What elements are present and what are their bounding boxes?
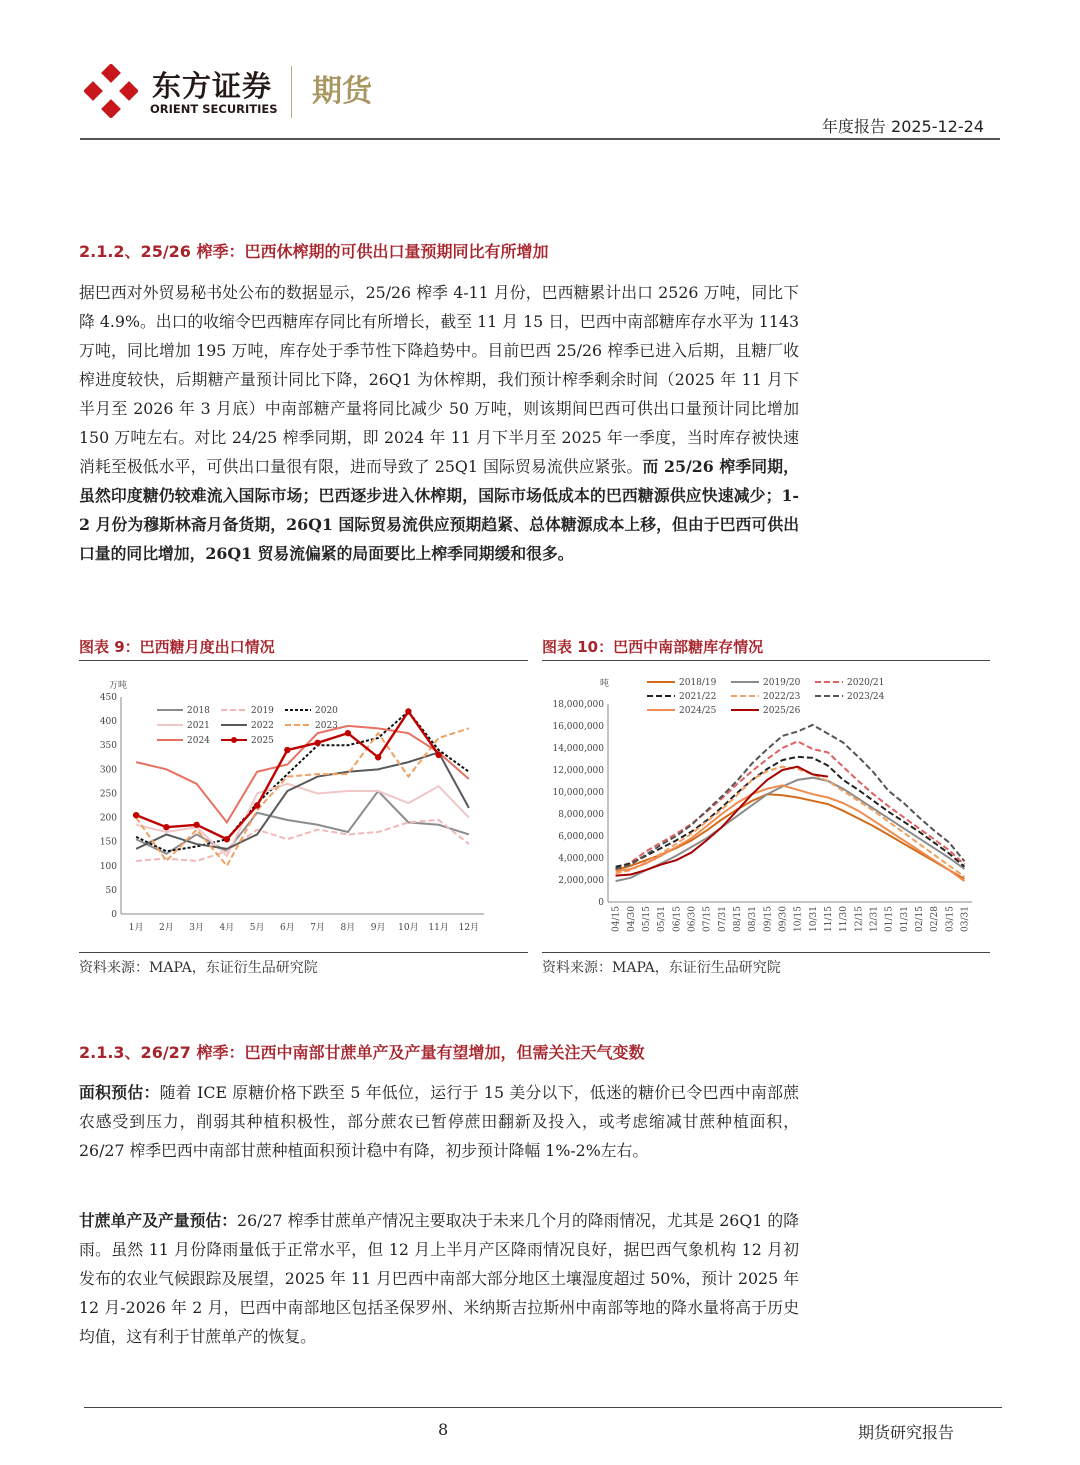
area-estimate-paragraph — [79, 1078, 799, 1165]
legend-label-2025: 2025 — [251, 736, 274, 746]
figure-9-rule — [79, 660, 528, 661]
logo-divider — [291, 66, 292, 118]
x-tick-label: 01/31 — [899, 906, 910, 932]
figure-10-rule — [542, 660, 990, 661]
data-point-2025 — [405, 708, 411, 714]
x-tick-label: 08/31 — [748, 906, 759, 932]
y-tick-label: 250 — [99, 789, 117, 800]
legend-label-2019: 2019 — [251, 706, 274, 716]
figure-10-bottom-rule — [542, 952, 990, 953]
section-2-1-2-paragraph — [79, 278, 799, 568]
series-line-2022 — [136, 752, 469, 848]
legend-label-2020: 2020 — [315, 706, 338, 716]
y-tick-label: 450 — [99, 693, 117, 703]
brazil-monthly-exports-chart — [79, 666, 489, 948]
data-point-2025 — [375, 754, 381, 760]
x-tick-label: 03/31 — [960, 906, 971, 932]
legend-label-2023/24: 2023/24 — [847, 692, 885, 702]
y-tick-label: 12,000,000 — [552, 766, 604, 776]
y-tick-label: 400 — [99, 717, 117, 728]
y-tick-label: 300 — [99, 765, 117, 776]
report-type-date: 年度报告 2025-12-24 — [821, 117, 984, 136]
y-tick-label: 16,000,000 — [552, 722, 604, 732]
x-tick-label: 04/30 — [626, 906, 637, 932]
data-point-2025 — [314, 740, 320, 746]
x-tick-label: 07/15 — [702, 906, 713, 932]
header-rule — [80, 138, 1000, 140]
yield-estimate-label: 甘蔗单产及产量预估： — [79, 1211, 238, 1230]
data-point-2025 — [163, 824, 169, 830]
x-tick-label: 12/15 — [854, 906, 865, 932]
section-heading-2-1-2: 2.1.2、25/26 榨季：巴西休榨期的可供出口量预期同比有所增加 — [79, 242, 549, 261]
x-tick-label: 3月 — [189, 923, 204, 933]
y-tick-label: 0 — [111, 910, 117, 920]
data-point-2025 — [435, 752, 441, 758]
series-line-2021 — [136, 784, 469, 856]
paragraph-bold-text: 而 25/26 榨季同期，虽然印度糖仍较难流入国际市场；巴西逐步进入休榨期，国际市场低成本的巴西糖源供应快速减少；1-2 月份为穆斯林斋月备货期，26Q1 国际贸易流供应预期趋紧、总体糖源成本上移，但由于巴西可供出口量的同比增加，26Q1 贸易流偏紧的局面要比上榨季同期缓和很多。 — [79, 457, 799, 563]
x-tick-label: 06/30 — [687, 906, 698, 932]
legend-label-2018/19: 2018/19 — [679, 678, 717, 688]
x-tick-label: 02/28 — [930, 906, 941, 932]
data-point-2025 — [133, 812, 139, 818]
footer-report-label: 期货研究报告 — [857, 1423, 954, 1442]
figure-9-bottom-rule — [79, 952, 528, 953]
x-tick-label: 6月 — [280, 923, 295, 933]
figure-9-title: 图表 9：巴西糖月度出口情况 — [79, 638, 275, 656]
x-tick-label: 9月 — [370, 923, 386, 933]
area-estimate-text: 随着 ICE 原糖价格下跌至 5 年低位，运行于 15 美分以下，低迷的糖价已令巴西中南部蔗农感受到压力，削弱其种植积极性，部分蔗农已暂停蔗田翻新及投入，或考虑缩减甘蔗种植面积，26/27 榨季巴西中南部甘蔗种植面积预计稳中有降，初步预计降幅 1%-2%左右。 — [79, 1083, 799, 1160]
y-tick-label: 50 — [105, 885, 117, 896]
area-estimate-label: 面积预估： — [79, 1083, 160, 1102]
legend-label-2021/22: 2021/22 — [679, 692, 717, 702]
figure-10-source: 资料来源：MAPA，东证衍生品研究院 — [542, 960, 781, 976]
series-line-2018 — [136, 791, 469, 854]
x-tick-label: 09/15 — [763, 906, 774, 932]
footer-rule — [84, 1407, 1002, 1408]
y-tick-label: 2,000,000 — [558, 876, 604, 886]
x-tick-label: 05/15 — [641, 906, 652, 932]
y-tick-label: 150 — [99, 837, 117, 848]
y-tick-label: 4,000,000 — [558, 854, 604, 864]
y-tick-label: 0 — [598, 898, 604, 908]
x-tick-label: 08/15 — [732, 906, 743, 932]
page-number: 8 — [438, 1420, 449, 1439]
x-tick-label: 12月 — [458, 923, 480, 933]
figure-9-source: 资料来源：MAPA，东证衍生品研究院 — [79, 960, 318, 976]
x-tick-label: 8月 — [340, 923, 356, 933]
x-tick-label: 1月 — [128, 923, 144, 933]
legend-label-2022: 2022 — [251, 721, 274, 731]
y-tick-label: 200 — [99, 813, 117, 824]
legend-label-2020/21: 2020/21 — [847, 678, 885, 688]
figure-10-title: 图表 10：巴西中南部糖库存情况 — [542, 638, 764, 656]
legend-marker-2025 — [231, 737, 237, 743]
data-point-2025 — [193, 822, 199, 828]
x-tick-label: 7月 — [310, 923, 325, 933]
yield-estimate-paragraph — [79, 1206, 799, 1351]
legend-label-2021: 2021 — [187, 721, 210, 731]
paragraph-normal-text: 据巴西对外贸易秘书处公布的数据显示，25/26 榨季 4-11 月份，巴西糖累计出口 2526 万吨，同比下降 4.9%。出口的收缩令巴西糖库存同比有所增长，截至 11 月 15 日，巴西中南部糖库存水平为 1143 万吨，同比增加 195 万吨，库存处于季节性下降趋势中。目前巴西 25/26 榨季已进入后期，且糖厂收榨进度较快，后期糖产量预计同比下降，26Q1 为休榨期，我们预计榨季剩余时间（2025 年 11 月下半月至 2026 年 3 月底）中南部糖产量将同比减少 50 万吨，则该期间巴西可供出口量预计同比增加 150 万吨左右。对比 24/25 榨季同期，即 2024 年 11 月下半月至 2025 年一季度，当时库存被快速消耗至极低水平，可供出口量很有限，进而导致了 25Q1 国际贸易流供应紧张。 — [79, 283, 799, 476]
legend-label-2023: 2023 — [315, 721, 338, 731]
section-heading-2-1-3: 2.1.3、26/27 榨季：巴西中南部甘蔗单产及产量有望增加，但需关注天气变数 — [79, 1043, 645, 1062]
brazil-cs-sugar-stock-chart — [542, 666, 992, 948]
x-tick-label: 04/15 — [611, 906, 622, 932]
x-tick-label: 4月 — [219, 923, 235, 933]
legend-label-2024/25: 2024/25 — [679, 706, 717, 716]
x-tick-label: 11月 — [428, 923, 449, 933]
y-tick-label: 100 — [99, 861, 117, 872]
y-axis-unit-label: 万吨 — [109, 681, 128, 691]
legend-label-2024: 2024 — [187, 736, 210, 746]
y-tick-label: 14,000,000 — [552, 744, 604, 754]
data-point-2025 — [345, 730, 351, 736]
x-tick-label: 2月 — [159, 923, 174, 933]
x-tick-label: 10/15 — [793, 906, 804, 932]
y-tick-label: 10,000,000 — [552, 788, 604, 798]
series-line-2020 — [136, 711, 469, 851]
x-tick-label: 12/31 — [869, 906, 880, 932]
x-tick-label: 10/31 — [808, 906, 819, 932]
series-line-2019/20 — [616, 778, 965, 881]
y-axis-unit-label: 吨 — [600, 679, 610, 689]
legend-label-2025/26: 2025/26 — [763, 706, 801, 716]
legend-label-2018: 2018 — [187, 706, 210, 716]
logo-futures-label: 期货 — [312, 74, 372, 109]
logo-english-name: ORIENT SECURITIES — [150, 102, 278, 116]
x-tick-label: 5月 — [249, 923, 265, 933]
orient-securities-logo-icon — [84, 64, 138, 118]
y-tick-label: 18,000,000 — [552, 700, 604, 710]
x-tick-label: 01/15 — [884, 906, 895, 932]
legend-label-2019/20: 2019/20 — [763, 678, 801, 688]
y-tick-label: 8,000,000 — [558, 810, 604, 820]
x-tick-label: 02/15 — [914, 906, 925, 932]
x-tick-label: 05/31 — [657, 906, 668, 932]
data-point-2025 — [254, 802, 260, 808]
logo-chinese-name: 东方证券 — [152, 69, 273, 103]
data-point-2025 — [224, 836, 230, 842]
series-line-2018/19 — [616, 794, 965, 879]
data-point-2025 — [284, 747, 290, 753]
x-tick-label: 07/31 — [717, 906, 728, 932]
x-tick-label: 03/15 — [945, 906, 956, 932]
x-tick-label: 11/30 — [839, 906, 850, 932]
yield-estimate-text: 26/27 榨季甘蔗单产情况主要取决于未来几个月的降雨情况，尤其是 26Q1 的降雨。虽然 11 月份降雨量低于正常水平，但 12 月上半月产区降雨情况良好，据巴西气象机构 12 月初发布的农业气候跟踪及展望，2025 年 11 月巴西中南部大部分地区土壤湿度超过 50%，预计 2025 年 12 月-2026 年 2 月，巴西中南部地区包括圣保罗州、米纳斯吉拉斯州中南部等地的降水量将高于历史均值，这有利于甘蔗单产的恢复。 — [79, 1211, 799, 1346]
legend-label-2022/23: 2022/23 — [763, 692, 801, 702]
y-tick-label: 6,000,000 — [558, 832, 604, 842]
x-tick-label: 11/15 — [823, 906, 834, 932]
x-tick-label: 06/15 — [672, 906, 683, 932]
y-tick-label: 350 — [99, 741, 117, 752]
x-tick-label: 09/30 — [778, 906, 789, 932]
x-tick-label: 10月 — [398, 923, 419, 933]
